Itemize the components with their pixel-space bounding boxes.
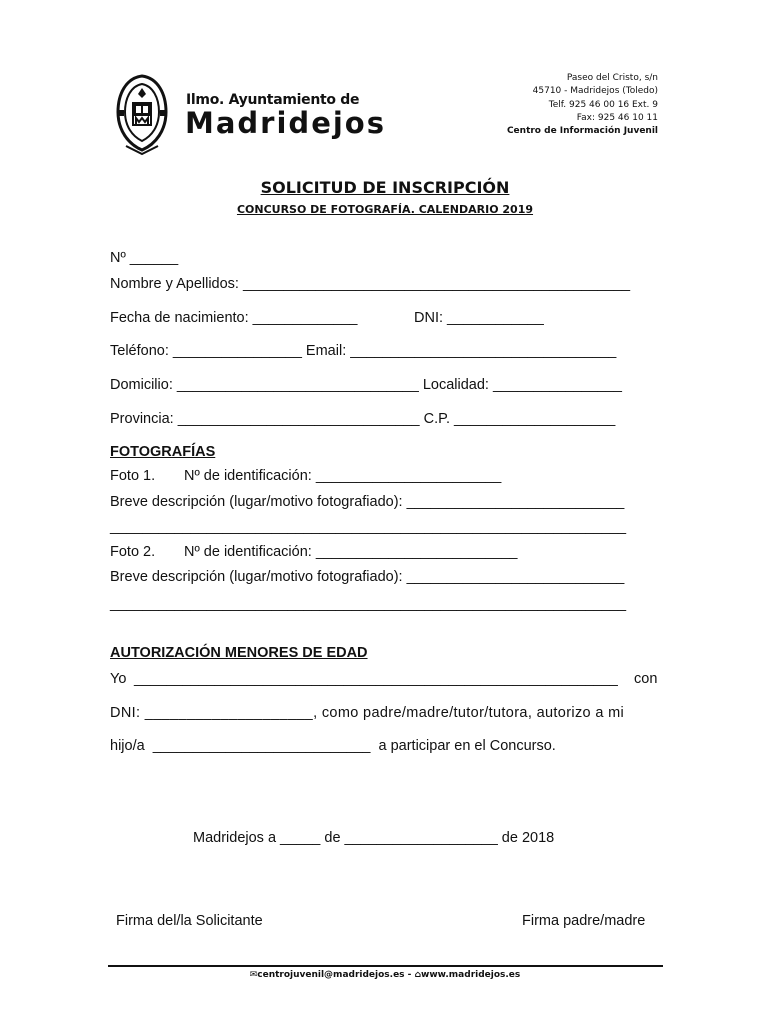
- nombre-field[interactable]: Nombre y Apellidos: ________________________________________________: [110, 276, 631, 292]
- fecha-nacimiento-field[interactable]: Fecha de nacimiento: _____________: [110, 310, 358, 326]
- foto1-label: Foto 1.: [110, 468, 156, 484]
- yo-name-field[interactable]: ____________________________________________________________: [134, 671, 618, 687]
- hijo-field[interactable]: hijo/a ___________________________ a participar en el Concurso.: [110, 738, 556, 754]
- address-street: Paseo del Cristo, s/n: [566, 73, 658, 83]
- dni-autorizo-field[interactable]: DNI: ____________________, como padre/madre/tutor/tutora, autorizo a mi: [110, 705, 625, 721]
- org-name-line2: Madridejos: [185, 106, 386, 140]
- dni-field[interactable]: DNI: ____________: [414, 310, 544, 326]
- telefono-email-field[interactable]: Teléfono: ________________ Email: _________________________________: [110, 343, 617, 359]
- address-city: 45710 - Madridejos (Toledo): [532, 86, 658, 97]
- domicilio-localidad-field[interactable]: Domicilio: ______________________________ Localidad: ________________: [110, 377, 622, 393]
- fecha-lugar-field[interactable]: Madridejos a _____ de ___________________ de 2018: [193, 830, 555, 846]
- page-title: SOLICITUD DE INSCRIPCIÓN: [260, 178, 510, 197]
- home-icon: ⌂: [414, 970, 422, 980]
- firma-padre-label: Firma padre/madre: [522, 913, 646, 929]
- page-subtitle: CONCURSO DE FOTOGRAFÍA. CALENDARIO 2019: [236, 203, 534, 216]
- firma-solicitante-label: Firma del/la Solicitante: [116, 913, 263, 929]
- autorizacion-heading: AUTORIZACIÓN MENORES DE EDAD: [110, 645, 368, 661]
- foto1-desc-line2[interactable]: ________________________________________________________________: [110, 519, 627, 535]
- foto2-desc-field[interactable]: Breve descripción (lugar/motivo fotografiado): ___________________________: [110, 569, 625, 585]
- yo-label: Yo: [110, 671, 127, 687]
- con-label: con: [634, 671, 658, 687]
- foto2-id-field[interactable]: Nº de identificación: _________________________: [184, 544, 518, 560]
- provincia-cp-field[interactable]: Provincia: ______________________________ C.P. ____________________: [110, 411, 616, 427]
- fotografias-heading: FOTOGRAFÍAS: [110, 444, 216, 460]
- foto1-id-field[interactable]: Nº de identificación: _______________________: [184, 468, 502, 484]
- foto2-desc-line2[interactable]: ________________________________________________________________: [110, 596, 627, 612]
- footer-contact: [0, 970, 770, 980]
- address-fax: Fax: 925 46 10 11: [576, 112, 658, 123]
- footer-separator: -: [407, 970, 412, 980]
- org-name-line1: Ilmo. Ayuntamiento de: [186, 92, 360, 108]
- footer-web[interactable]: www.madridejos.es: [421, 970, 521, 980]
- footer-email[interactable]: centrojuvenil@madridejos.es: [257, 970, 405, 980]
- foto1-desc-field[interactable]: Breve descripción (lugar/motivo fotografiado): ___________________________: [110, 494, 625, 510]
- envelope-icon: ✉: [249, 970, 258, 980]
- footer-divider: [108, 965, 663, 967]
- foto2-label: Foto 2.: [110, 544, 156, 560]
- address-phone: Telf. 925 46 00 16 Ext. 9: [548, 99, 658, 110]
- numero-field[interactable]: Nº ______: [110, 250, 179, 266]
- address-block: [507, 72, 658, 138]
- address-center: Centro de Información Juvenil: [506, 126, 658, 137]
- coat-of-arms-icon: [112, 72, 172, 158]
